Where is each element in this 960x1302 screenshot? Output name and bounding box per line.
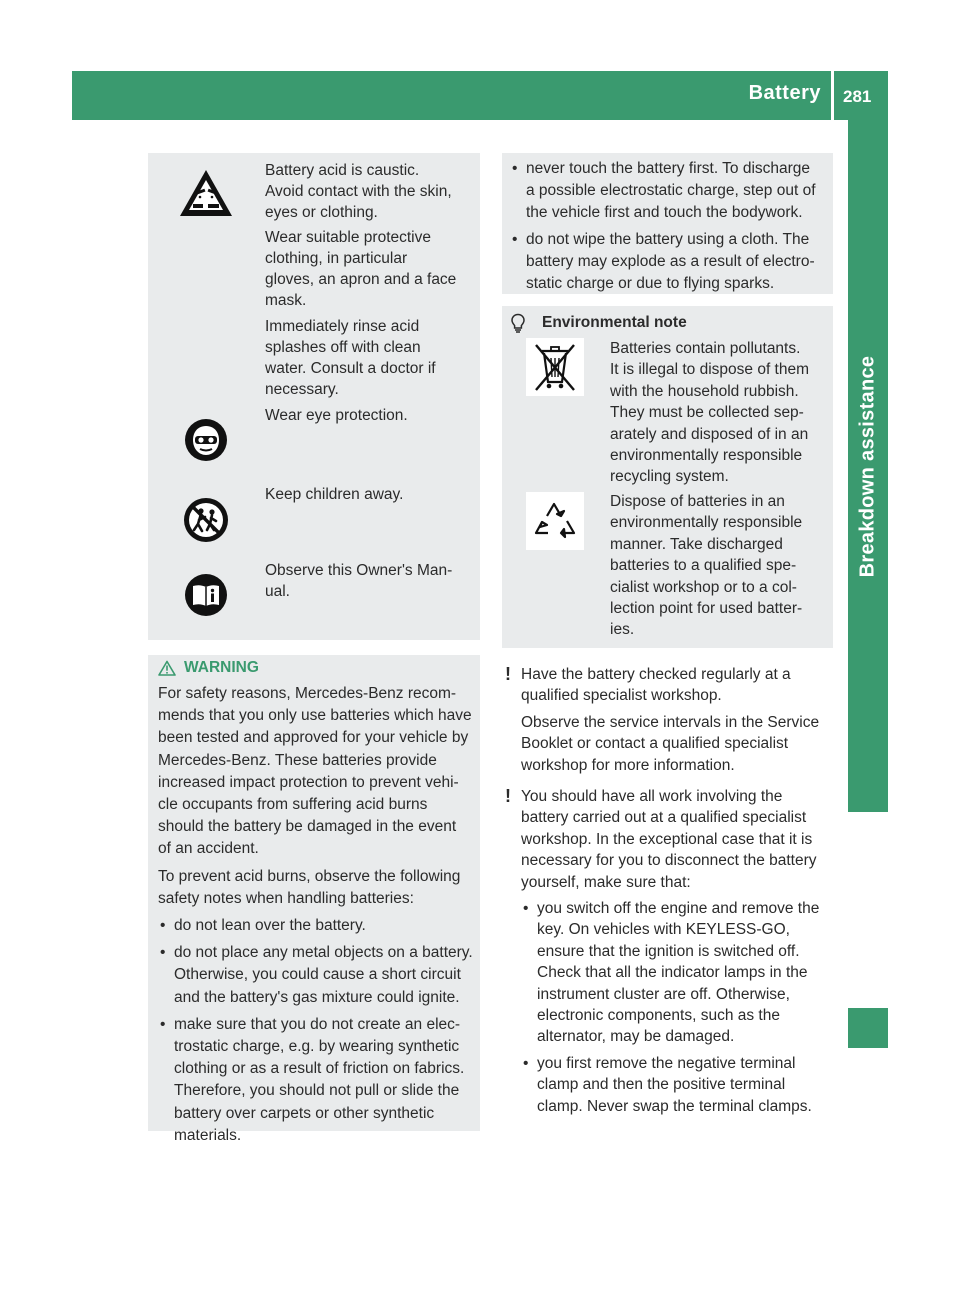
environmental-note-title: Environmental note	[542, 314, 687, 331]
text-line: alternator, may be damaged.	[537, 1028, 735, 1046]
text-line: ensure that the ignition is switched off.	[537, 942, 800, 960]
text-line: been tested and approved for your vehicle by	[158, 729, 469, 747]
text-line: battery over carpets or other synthetic	[174, 1104, 435, 1122]
text-line: environmentally responsible	[610, 447, 803, 465]
text-line: materials.	[174, 1126, 242, 1144]
text-line: clothing, in particular	[265, 250, 408, 267]
text-line: Avoid contact with the skin,	[265, 183, 452, 200]
note-paragraph	[521, 664, 819, 707]
list-item	[158, 942, 478, 1009]
note-paragraph	[521, 786, 819, 893]
eye-protection-icon	[184, 418, 228, 462]
text-line: ual.	[265, 583, 290, 600]
hazard-manual-text	[265, 560, 475, 602]
text-line: Mercedes-Benz. These batteries provide	[158, 751, 437, 769]
text-line: a possible electrostatic charge, step out of	[526, 182, 816, 199]
owners-manual-icon	[184, 573, 228, 617]
text-line: clamp and then the positive terminal	[537, 1076, 786, 1094]
text-line: Observe the service intervals in the Service	[521, 713, 820, 731]
text-line: They must be collected sep-	[610, 404, 804, 422]
environmental-item-1	[610, 338, 832, 488]
text-line: Have the battery checked regularly at a	[521, 666, 791, 683]
text-line: necessary.	[265, 381, 339, 398]
text-line: Wear suitable protective	[265, 229, 431, 246]
page-section-title: Battery	[748, 82, 821, 104]
text-line: To prevent acid burns, observe the following	[158, 867, 461, 885]
text-line: battery carried out at a qualified specialist	[521, 809, 807, 827]
list-item	[510, 229, 830, 295]
note-body	[521, 664, 819, 781]
text-line: mends that you only use batteries which have	[158, 707, 472, 725]
text-line: Wear eye protection.	[265, 407, 408, 424]
text-line: mask.	[265, 292, 307, 309]
text-line: increased impact protection to prevent vehi-	[158, 773, 459, 791]
text-line: manner. Take discharged	[610, 535, 783, 553]
environmental-note-heading	[510, 313, 687, 333]
hazard-children-text	[265, 484, 475, 505]
warning-title: WARNING	[184, 659, 259, 676]
text-line: eyes or clothing.	[265, 204, 378, 221]
text-line: Battery acid is caustic.	[265, 162, 420, 179]
hazard-rinse-text	[265, 316, 475, 400]
text-line: Booklet or contact a qualified specialist	[521, 735, 789, 753]
text-line: Therefore, you should not pull or slide the	[174, 1082, 460, 1100]
text-line: Check that all the indicator lamps in the	[537, 964, 808, 982]
warning-continued-body	[510, 158, 830, 300]
text-line: splashes off with clean	[265, 339, 421, 356]
environmental-item-2	[610, 491, 832, 641]
text-line: necessary for you to disconnect the battery	[521, 852, 817, 870]
text-line: • do not lean over the battery.	[174, 917, 366, 935]
text-line: Batteries contain pollutants.	[610, 340, 801, 357]
text-line: workshop. In the exceptional case that it is	[521, 830, 813, 848]
text-line: • do not place any metal objects on a battery.	[174, 944, 473, 962]
header-divider	[831, 71, 834, 120]
text-line: cle occupants from suffering acid burns	[158, 796, 428, 814]
keep-children-away-icon	[183, 497, 229, 543]
note-service	[505, 664, 835, 781]
text-line: of an accident.	[158, 840, 259, 858]
note-bullet-list	[521, 898, 819, 1117]
text-line: gloves, an apron and a face	[265, 271, 457, 288]
text-line: battery may explode as a result of electro-	[526, 253, 815, 270]
note-exclamation-icon: !	[505, 664, 511, 684]
warning-continued-list	[510, 158, 830, 295]
text-line: workshop for more information.	[521, 756, 735, 774]
text-line: recycling system.	[610, 468, 729, 486]
text-line: ies.	[610, 621, 635, 639]
page-number: 281	[843, 87, 872, 106]
list-item	[521, 1053, 819, 1117]
text-line: key. On vehicles with KEYLESS-GO,	[537, 921, 790, 939]
warning-paragraph-2	[158, 866, 478, 910]
text-line: safety notes when handling batteries:	[158, 889, 414, 907]
text-line: yourself, make sure that:	[521, 873, 691, 891]
list-item	[158, 915, 478, 937]
hazard-eye-text	[265, 405, 475, 426]
text-line: Immediately rinse acid	[265, 318, 420, 335]
text-line: You should have all work involving the	[521, 788, 783, 805]
text-line: • never touch the battery first. To discharge	[526, 160, 811, 177]
text-line: Keep children away.	[265, 486, 404, 503]
text-line: Dispose of batteries in an	[610, 493, 785, 510]
side-tab-marker	[848, 1008, 888, 1048]
recycling-icon	[526, 492, 584, 550]
text-line: • you first remove the negative terminal	[537, 1054, 796, 1072]
hazard-acid-text	[265, 160, 475, 223]
text-line: and the battery's gas mixture could ignite.	[174, 988, 460, 1006]
text-line: Observe this Owner's Man-	[265, 562, 453, 579]
note-paragraph	[521, 712, 819, 776]
text-line: cialist workshop or to a col-	[610, 578, 797, 596]
lightbulb-icon	[510, 313, 526, 333]
note-exclamation-icon: !	[505, 786, 511, 806]
text-line: • you switch off the engine and remove the	[537, 900, 820, 918]
text-line: static charge or due to flying sparks.	[526, 275, 775, 292]
crossed-bin-icon	[526, 338, 584, 396]
text-line: For safety reasons, Mercedes-Benz recom-	[158, 685, 457, 702]
text-line: arately and disposed of in an	[610, 425, 809, 443]
text-line: clamp. Never swap the terminal clamps.	[537, 1097, 812, 1115]
text-line: batteries to a qualified spe-	[610, 557, 797, 575]
acid-corrosion-icon	[178, 168, 234, 218]
hazard-clothing-text	[265, 227, 475, 311]
text-line: qualified specialist workshop.	[521, 687, 722, 705]
warning-triangle-icon	[158, 660, 176, 676]
list-item	[510, 158, 830, 224]
warning-heading	[158, 659, 259, 677]
text-line: electronic components, such as the	[537, 1007, 780, 1025]
list-item	[521, 898, 819, 1048]
text-line: instrument cluster are off. Otherwise,	[537, 985, 790, 1003]
side-tab	[848, 120, 888, 812]
list-item	[158, 1014, 478, 1147]
warning-bullet-list	[158, 915, 478, 1147]
text-line: lection point for used batter-	[610, 600, 803, 618]
note-body	[521, 786, 819, 1122]
warning-body	[158, 683, 478, 1152]
note-disconnect	[505, 786, 835, 1122]
text-line: environmentally responsible	[610, 514, 803, 532]
text-line: water. Consult a doctor if	[265, 360, 436, 377]
side-tab-label: Breakdown assistance	[856, 355, 879, 577]
text-line: • do not wipe the battery using a cloth. The	[526, 231, 810, 248]
text-line: It is illegal to dispose of them	[610, 361, 810, 379]
text-line: the vehicle first and touch the bodywork.	[526, 204, 803, 221]
text-line: should the battery be damaged in the event	[158, 818, 457, 836]
text-line: with the household rubbish.	[610, 382, 799, 400]
text-line: Otherwise, you could cause a short circuit	[174, 966, 461, 984]
text-line: • make sure that you do not create an elec-	[174, 1015, 461, 1033]
text-line: trostatic charge, e.g. by wearing synthetic	[174, 1038, 460, 1056]
text-line: clothing or as a result of friction on fabrics.	[174, 1060, 465, 1078]
warning-paragraph-1	[158, 683, 478, 861]
